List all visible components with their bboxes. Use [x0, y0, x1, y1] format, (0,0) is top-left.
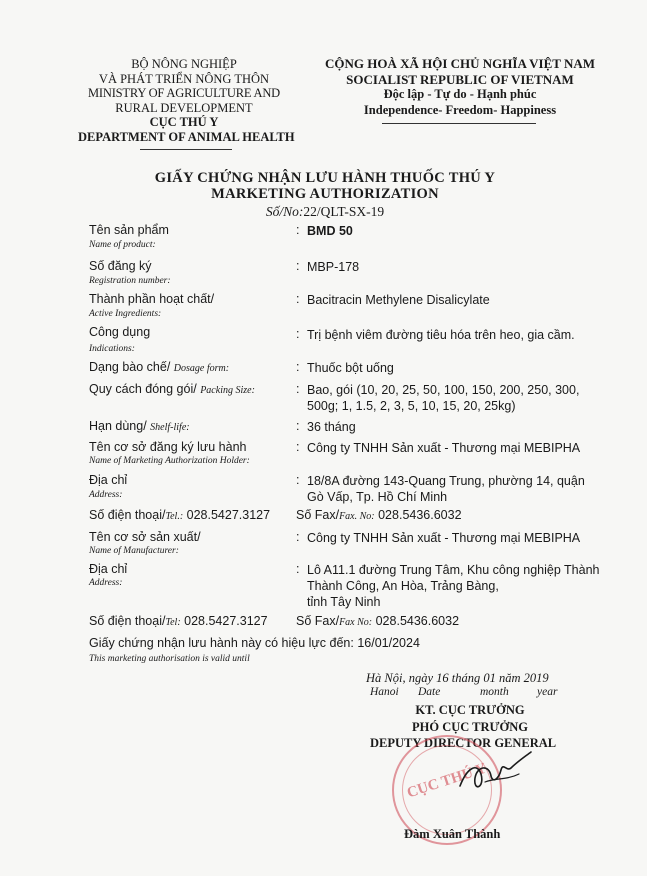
- holder-fax-row: [296, 508, 462, 522]
- manufacturer-label: Tên cơ sở sản xuất/: [89, 530, 201, 544]
- holder-phone-label-en: Tel.:: [165, 511, 184, 522]
- mfr-fax-row: [296, 614, 459, 628]
- colon: :: [296, 382, 300, 396]
- holder-address-line1: 18/8A đường 143-Quang Trung, phường 14, quận: [307, 474, 585, 488]
- indications-label: Công dụng: [89, 325, 151, 339]
- mfr-fax-label-en: Fax No:: [339, 617, 373, 628]
- holder-phone-label-vi: Số điện thoại/: [89, 508, 166, 522]
- title-en: MARKETING AUTHORIZATION: [211, 186, 439, 202]
- issue-date-vi: Hà Nội, ngày 16 tháng 01 năm 2019: [366, 671, 549, 685]
- mfr-address-label-en: Address:: [89, 578, 123, 588]
- holder-address-label-en: Address:: [89, 490, 123, 500]
- holder-fax-label-vi: Số Fax/: [296, 508, 340, 522]
- holder-address-line2: Gò Vấp, Tp. Hồ Chí Minh: [307, 490, 448, 504]
- dosage-form-label-vi: Dạng bào chế/: [89, 360, 171, 374]
- shelf-life-label: [89, 419, 190, 433]
- colon: :: [296, 259, 300, 273]
- motto-en: Independence- Freedom- Happiness: [363, 102, 557, 117]
- issue-date-en-month: month: [480, 686, 509, 698]
- mfr-fax-value: 028.5436.6032: [375, 614, 460, 628]
- packing-size-value-line1: Bao, gói (10, 20, 25, 50, 100, 150, 200, 250, 300,: [307, 383, 580, 397]
- holder-label-en: Name of Marketing Authorization Holder:: [89, 456, 250, 466]
- mfr-phone-label-vi: Số điện thoại/: [89, 614, 166, 628]
- national-motto-block: [320, 56, 600, 118]
- colon: :: [296, 292, 300, 306]
- colon: :: [296, 223, 300, 237]
- colon: :: [296, 327, 300, 341]
- ministry-name-vi-1: BỘ NÔNG NGHIỆP: [131, 57, 237, 71]
- signatory-title-en: DEPUTY DIRECTOR GENERAL: [370, 736, 557, 750]
- mfr-address-value: [307, 562, 599, 610]
- motto-vi: Độc lập - Tự do - Hạnh phúc: [383, 87, 537, 101]
- indications-value: Trị bệnh viêm đường tiêu hóa trên heo, gia cầm.: [307, 328, 575, 342]
- registration-label: Số đăng ký: [89, 259, 152, 273]
- mfr-phone-value: 028.5427.3127: [184, 614, 268, 628]
- packing-size-label-en: Packing Size:: [200, 385, 255, 396]
- indications-label-en: Indications:: [89, 344, 135, 354]
- packing-size-value: [307, 382, 579, 414]
- mfr-phone-row: [89, 614, 268, 628]
- handwritten-signature: [455, 748, 535, 798]
- mfr-address-line1: Lô A11.1 đường Trung Tâm, Khu công nghiệp Thành: [307, 563, 600, 577]
- dosage-form-label: [89, 360, 229, 374]
- packing-size-label-vi: Quy cách đóng gói/: [89, 382, 197, 396]
- packing-size-value-line2: 500g; 1, 1.5, 2, 3, 5, 10, 15, 20, 25kg): [307, 399, 516, 413]
- validity-statement: Giấy chứng nhận lưu hành này có hiệu lực đến: 16/01/2024: [89, 636, 420, 650]
- colon: :: [296, 530, 300, 544]
- colon: :: [296, 562, 300, 576]
- ministry-name-en-2: RURAL DEVELOPMENT: [115, 100, 253, 115]
- manufacturer-label-en: Name of Manufacturer:: [89, 546, 179, 556]
- dosage-form-label-en: Dosage form:: [173, 363, 230, 374]
- title-vi: GIẤY CHỨNG NHẬN LƯU HÀNH THUỐC THÚ Y: [154, 170, 496, 186]
- ingredients-label-en: Active Ingredients:: [89, 309, 162, 319]
- holder-address-label: Địa chỉ: [89, 473, 128, 487]
- holder-fax-label-en: Fax. No:: [339, 511, 375, 522]
- holder-phone-value: 028.5427.3127: [186, 508, 271, 522]
- manufacturer-value: Công ty TNHH Sản xuất - Thương mại MEBIPHA: [307, 531, 581, 545]
- document-title: [80, 170, 570, 202]
- document-number-value: 22/QLT-SX-19: [303, 204, 385, 219]
- product-label-en: Name of product:: [89, 240, 156, 250]
- ministry-name-vi-2: VÀ PHÁT TRIỂN NÔNG THÔN: [98, 71, 270, 86]
- registration-value: MBP-178: [307, 260, 360, 274]
- product-value: BMD 50: [307, 224, 353, 238]
- shelf-life-value: 36 tháng: [307, 420, 356, 434]
- holder-label: Tên cơ sở đăng ký lưu hành: [89, 440, 247, 454]
- document-number: [80, 204, 570, 220]
- signatory-title-1: KT. CỤC TRƯỞNG: [415, 703, 525, 717]
- signatory-name: Đàm Xuân Thành: [404, 827, 501, 841]
- issue-date-en-hanoi: Hanoi: [370, 686, 399, 698]
- mfr-phone-label-en: Tel:: [165, 617, 181, 628]
- country-name-vi: CỘNG HOÀ XÃ HỘI CHỦ NGHĨA VIỆT NAM: [324, 56, 596, 71]
- packing-size-label: [89, 382, 255, 396]
- mfr-address-line2: Thành Công, An Hòa, Trảng Bàng,: [307, 579, 499, 593]
- ingredients-label: Thành phần hoạt chất/: [89, 292, 215, 306]
- holder-address-value: [307, 473, 585, 505]
- document-number-label: Số/No:: [265, 204, 304, 219]
- holder-value: Công ty TNHH Sản xuất - Thương mại MEBIPHA: [307, 441, 581, 455]
- colon: :: [296, 473, 300, 487]
- signatory-title-2: PHÓ CỤC TRƯỞNG: [412, 720, 528, 734]
- shelf-life-label-en: Shelf-life:: [150, 422, 190, 433]
- department-name-en: DEPARTMENT OF ANIMAL HEALTH: [78, 129, 295, 144]
- header-right-divider: [382, 123, 536, 124]
- holder-fax-value: 028.5436.6032: [378, 508, 462, 522]
- colon: :: [296, 440, 300, 454]
- validity-statement-en: This marketing authorisation is valid until: [89, 654, 250, 664]
- country-name-en: SOCIALIST REPUBLIC OF VIETNAM: [346, 71, 574, 87]
- mfr-fax-label-vi: Số Fax/: [296, 614, 340, 628]
- colon: :: [296, 360, 300, 374]
- colon: :: [296, 419, 300, 433]
- product-label: Tên sản phẩm: [89, 223, 169, 237]
- issue-date-en-date: Date: [418, 686, 441, 698]
- issuing-authority-block: [78, 57, 295, 144]
- ingredients-value: Bacitracin Methylene Disalicylate: [307, 293, 490, 307]
- dosage-form-value: Thuốc bột uống: [307, 361, 394, 375]
- mfr-address-line3: tỉnh Tây Ninh: [307, 595, 381, 609]
- holder-phone-row: [89, 508, 270, 522]
- department-name-vi: CỤC THÚ Y: [149, 115, 219, 129]
- ministry-name-en-1: MINISTRY OF AGRICULTURE AND: [88, 86, 280, 100]
- header-left-divider: [140, 149, 232, 150]
- issue-date-en-year: year: [537, 686, 558, 698]
- registration-label-en: Registration number:: [89, 276, 171, 286]
- seal-text: CỤC THÚ Y: [405, 760, 489, 802]
- mfr-address-label: Địa chỉ: [89, 562, 128, 576]
- shelf-life-label-vi: Hạn dùng/: [89, 419, 147, 433]
